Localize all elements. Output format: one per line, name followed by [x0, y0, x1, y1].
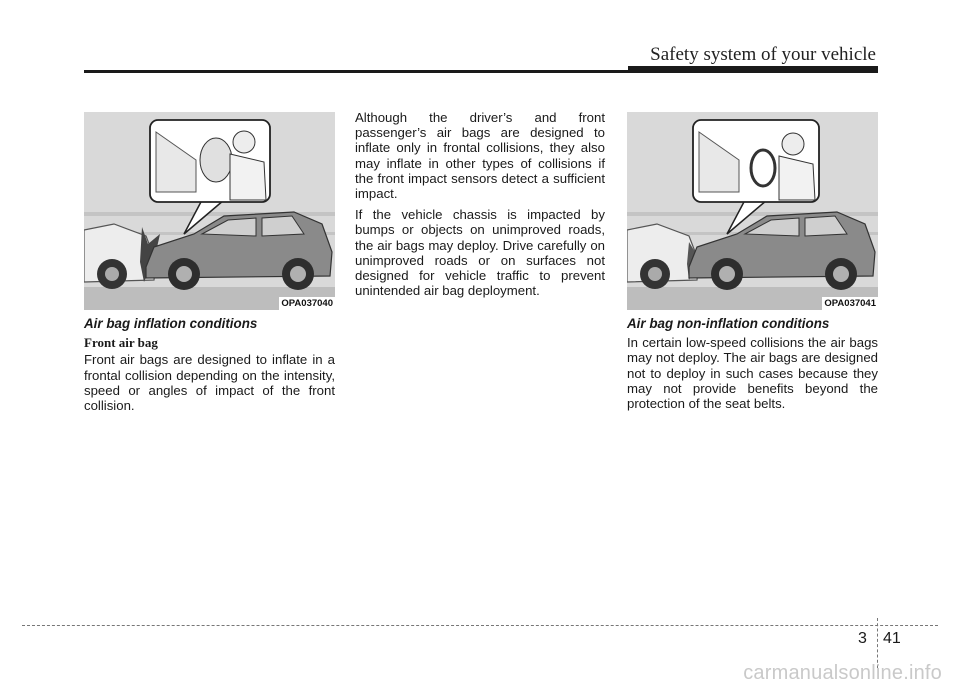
subsection-heading: Front air bag — [84, 335, 158, 351]
header-rule-accent — [628, 66, 878, 73]
footer-rule — [22, 625, 938, 626]
page-number: 41 — [883, 630, 901, 647]
airbag-inflation-illustration — [84, 112, 335, 310]
collision-drawing — [627, 112, 878, 310]
figure-code: OPA037041 — [824, 298, 876, 309]
footer-divider — [877, 618, 878, 668]
section-title: Safety system of your vehicle — [650, 44, 876, 65]
section-heading: Air bag inflation conditions — [84, 316, 258, 331]
body-paragraph: In certain low-speed collisions the air bags may not deploy. The air bags are designed not to deploy in such cases because they may not provide benefits beyond the protection of the seat belts. — [627, 335, 878, 412]
airbag-non-inflation-illustration — [627, 112, 878, 310]
section-heading: Air bag non-inflation conditions — [627, 316, 830, 331]
left-column — [84, 316, 335, 419]
watermark: carmanualsonline.info — [743, 662, 942, 684]
figure-code: OPA037040 — [281, 298, 333, 309]
body-paragraph: If the vehicle chassis is impacted by bumps or objects on unimproved roads, the air bags may deploy. Drive carefully on unimproved roads or on surfaces not designed for vehicle traffic to prevent unintended air bag deployment. — [355, 207, 605, 299]
right-column — [627, 316, 878, 417]
body-paragraph: Front air bags are designed to inflate in a frontal collision depending on the intensity, speed or angles of impact of the front collision. — [84, 352, 335, 414]
middle-column — [355, 110, 605, 304]
body-paragraph: Although the driver’s and front passenger’s air bags are designed to inflate only in frontal collisions, they also may inflate in other types of collisions if the front impact sensors detect a sufficient impact. — [355, 110, 605, 202]
collision-drawing — [84, 112, 335, 310]
chapter-number: 3 — [858, 630, 867, 647]
